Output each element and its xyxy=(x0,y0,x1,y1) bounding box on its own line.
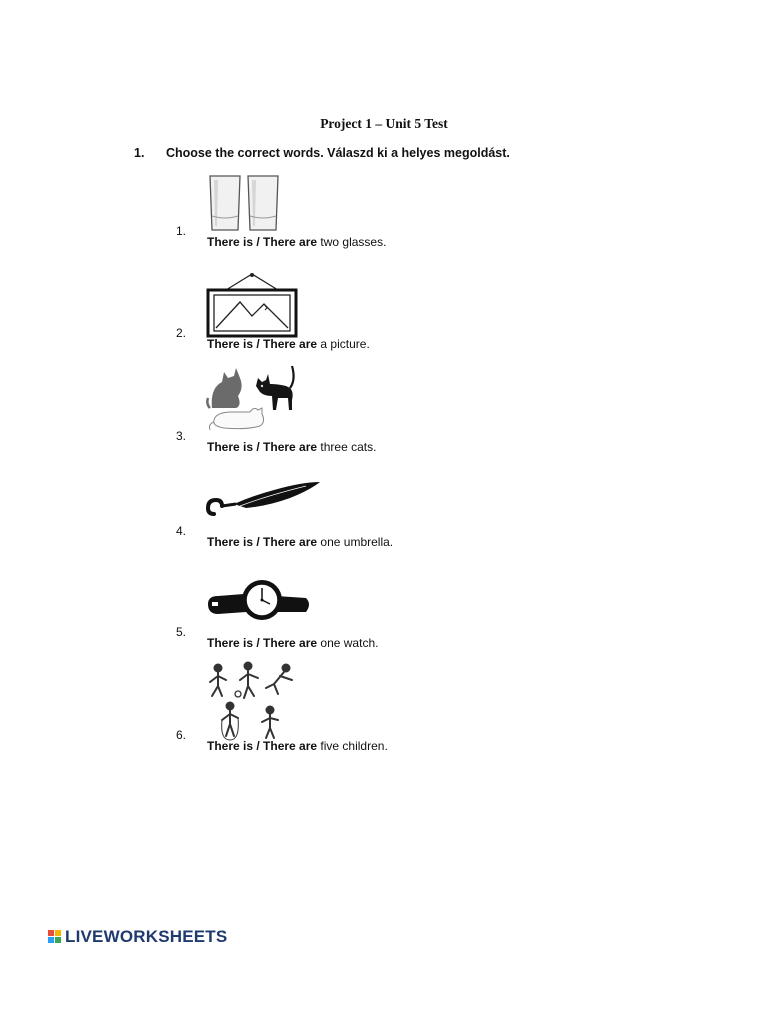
sentence-rest: one umbrella. xyxy=(317,535,394,549)
item-sentence xyxy=(207,636,378,650)
option-separator: / xyxy=(253,636,264,650)
page-title: Project 1 – Unit 5 Test xyxy=(320,116,448,131)
option-separator: / xyxy=(253,739,264,753)
option-there-is[interactable]: There is xyxy=(207,440,254,454)
option-separator: / xyxy=(253,337,264,351)
option-there-are[interactable]: There are xyxy=(263,337,318,351)
item-number: 1. xyxy=(176,224,187,238)
two-glasses-icon xyxy=(206,172,286,234)
item-number: 4. xyxy=(176,524,187,538)
logo-text: LIVEWORKSHEETS xyxy=(65,927,228,946)
option-there-are[interactable]: There are xyxy=(263,739,318,753)
item-sentence xyxy=(207,337,370,351)
option-there-is[interactable]: There is xyxy=(207,636,254,650)
umbrella-icon xyxy=(206,480,322,524)
item-sentence xyxy=(207,440,376,454)
item-number: 2. xyxy=(176,326,187,340)
option-separator: / xyxy=(253,535,264,549)
framed-picture-icon xyxy=(206,272,298,338)
option-there-is[interactable]: There is xyxy=(207,535,254,549)
option-there-are[interactable]: There are xyxy=(263,636,318,650)
sentence-rest: five children. xyxy=(317,739,388,753)
sentence-rest: a picture. xyxy=(317,337,370,351)
item-sentence xyxy=(207,235,386,249)
task-number: 1. xyxy=(134,146,145,160)
three-cats-icon xyxy=(206,364,298,434)
item-sentence xyxy=(207,739,388,753)
option-there-are[interactable]: There are xyxy=(263,440,318,454)
option-there-is[interactable]: There is xyxy=(207,235,254,249)
option-there-are[interactable]: There are xyxy=(263,535,318,549)
option-separator: / xyxy=(253,235,264,249)
option-there-are[interactable]: There are xyxy=(263,235,318,249)
task-instruction: Choose the correct words. Válaszd ki a helyes megoldást. xyxy=(166,146,510,160)
logo-blocks-icon xyxy=(48,930,62,944)
sentence-rest: one watch. xyxy=(317,636,379,650)
option-there-is[interactable]: There is xyxy=(207,337,254,351)
item-number: 6. xyxy=(176,728,187,742)
item-number: 3. xyxy=(176,429,187,443)
watch-icon xyxy=(206,574,314,622)
option-separator: / xyxy=(253,440,264,454)
children-icon xyxy=(206,660,300,742)
task-heading xyxy=(134,146,510,160)
item-number: 5. xyxy=(176,625,187,639)
liveworksheets-logo[interactable] xyxy=(48,927,227,947)
sentence-rest: three cats. xyxy=(317,440,377,454)
option-there-is[interactable]: There is xyxy=(207,739,254,753)
item-sentence xyxy=(207,535,393,549)
sentence-rest: two glasses. xyxy=(317,235,387,249)
